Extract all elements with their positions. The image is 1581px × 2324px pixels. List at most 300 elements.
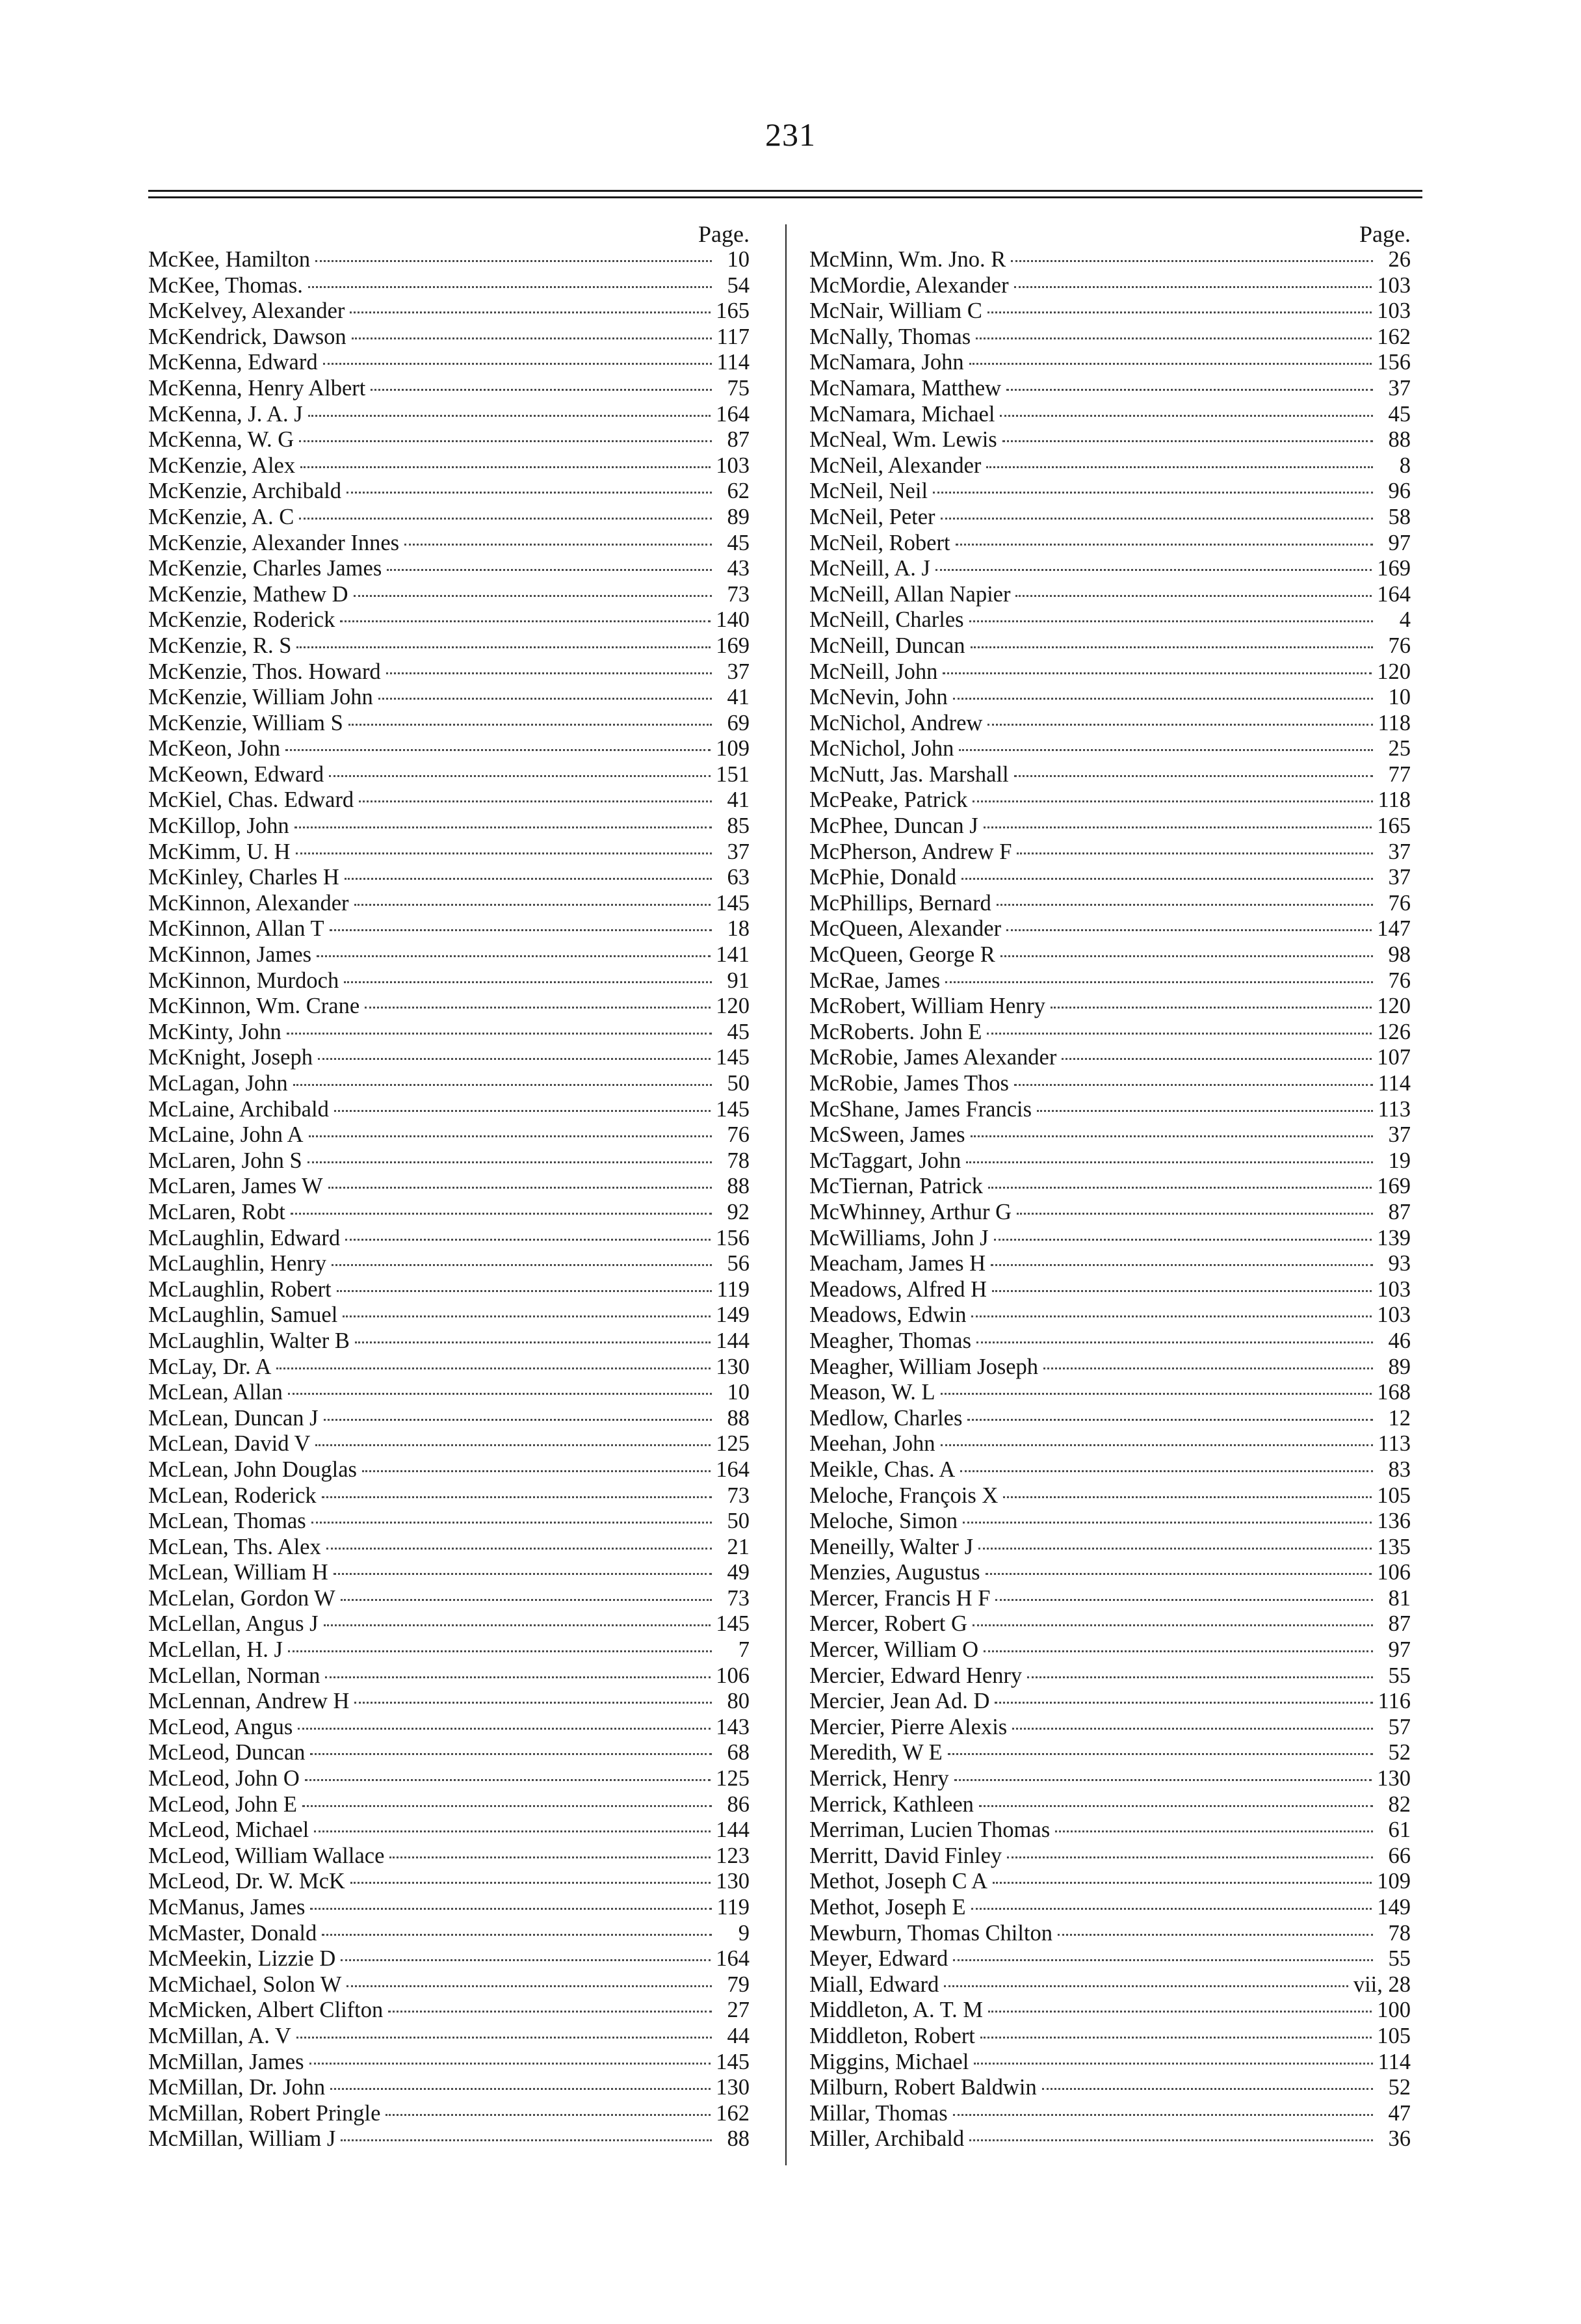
entry-page-number: 37 <box>1388 1122 1411 1148</box>
dot-leader <box>992 1290 1372 1292</box>
index-entry <box>809 427 1411 453</box>
entry-name: McKenna, Edward <box>148 350 318 375</box>
index-entry <box>809 1328 1411 1354</box>
index-entry <box>148 247 750 273</box>
entry-page-number: 68 <box>727 1740 750 1765</box>
index-entry <box>809 1766 1411 1792</box>
entry-name: McNevin, John <box>809 685 948 710</box>
dot-leader <box>1006 389 1373 391</box>
entry-name: McKeown, Edward <box>148 761 324 787</box>
entry-page-number: 156 <box>716 1225 750 1250</box>
top-rule-double <box>148 196 1422 198</box>
index-entry <box>148 1020 750 1046</box>
entry-page-number: 103 <box>1377 272 1411 298</box>
dot-leader <box>976 337 1372 339</box>
entry-page-number: 143 <box>716 1714 750 1739</box>
index-entry <box>148 479 750 505</box>
dot-leader <box>978 1548 1372 1550</box>
index-entry <box>809 1483 1411 1509</box>
dot-leader <box>296 852 712 854</box>
entry-name: Merriman, Lucien Thomas <box>809 1817 1051 1843</box>
index-entry <box>809 1792 1411 1818</box>
index-entry <box>809 1843 1411 1869</box>
entry-page-number: 37 <box>1388 865 1411 890</box>
entry-name: McKenzie, Roderick <box>148 607 335 633</box>
entry-page-number: 118 <box>1378 710 1411 735</box>
index-entry <box>809 1045 1411 1071</box>
index-entry <box>809 1071 1411 1097</box>
entry-name: McPherson, Andrew F <box>809 839 1012 864</box>
entry-page-number: 116 <box>1378 1689 1411 1714</box>
entry-page-number: 145 <box>716 890 750 916</box>
index-entry <box>809 531 1411 557</box>
dot-leader <box>988 1187 1372 1189</box>
entry-name: Meredith, W E <box>809 1740 943 1765</box>
dot-leader <box>941 1393 1372 1395</box>
entry-list <box>148 247 750 2152</box>
entry-name: McKinnon, Wm. Crane <box>148 994 360 1019</box>
dot-leader <box>986 1573 1372 1575</box>
dot-leader <box>976 1341 1373 1343</box>
entry-page-number: 144 <box>716 1817 750 1843</box>
entry-page-number: 66 <box>1388 1843 1411 1868</box>
entry-page-number: 162 <box>1377 324 1411 349</box>
entry-page-number: 169 <box>716 633 750 658</box>
entry-name: McMillan, James <box>148 2049 304 2074</box>
dot-leader <box>341 1599 712 1601</box>
dot-leader <box>969 620 1373 622</box>
entry-page-number: 130 <box>716 2075 750 2100</box>
index-entry <box>148 2126 750 2152</box>
entry-page-number: 103 <box>1377 298 1411 324</box>
index-entry <box>809 633 1411 659</box>
index-entry <box>809 711 1411 737</box>
dot-leader <box>288 1393 712 1395</box>
index-entry <box>809 582 1411 608</box>
entry-name: McKenzie, Thos. Howard <box>148 659 381 684</box>
entry-page-number: 109 <box>716 736 750 761</box>
entry-page-number: 96 <box>1388 479 1411 504</box>
index-entry <box>148 1509 750 1535</box>
dot-leader <box>330 929 712 931</box>
entry-page-number: 88 <box>727 2126 750 2152</box>
entry-page-number: 75 <box>727 375 750 401</box>
dot-leader <box>1000 415 1373 417</box>
entry-page-number: 114 <box>1378 1071 1411 1096</box>
dot-leader <box>956 544 1373 546</box>
index-entry <box>809 865 1411 891</box>
entry-page-number: 37 <box>727 839 750 864</box>
index-entry <box>809 659 1411 685</box>
entry-name: McRobert, William Henry <box>809 994 1046 1019</box>
entry-page-number: 145 <box>716 2049 750 2074</box>
entry-name: McTiernan, Patrick <box>809 1174 984 1199</box>
entry-name: McNutt, Jas. Marshall <box>809 761 1009 787</box>
entry-name: McLelan, Gordon W <box>148 1585 335 1611</box>
index-entry <box>148 1302 750 1328</box>
dot-leader <box>986 466 1373 468</box>
page-number: 231 <box>765 116 816 153</box>
entry-page-number: 98 <box>1388 942 1411 968</box>
entry-name: Meloche, François X <box>809 1483 999 1508</box>
entry-name: McLeod, Angus <box>148 1714 293 1739</box>
dot-leader <box>296 646 711 648</box>
index-entry <box>809 1586 1411 1612</box>
index-entry <box>809 1972 1411 1998</box>
entry-page-number: 10 <box>1388 685 1411 710</box>
index-entry <box>809 1302 1411 1328</box>
entry-name: McPhillips, Bernard <box>809 890 991 916</box>
entry-name: McLellan, Norman <box>148 1663 320 1688</box>
page-column-header: Page. <box>1359 221 1411 247</box>
dot-leader <box>315 260 712 262</box>
entry-name: McLaughlin, Samuel <box>148 1302 338 1328</box>
entry-page-number: 130 <box>716 1354 750 1379</box>
index-entry <box>148 1071 750 1097</box>
index-entry <box>148 942 750 968</box>
index-entry <box>809 479 1411 505</box>
entry-page-number: 169 <box>1377 556 1411 581</box>
index-entry <box>809 1431 1411 1457</box>
entry-page-number: 125 <box>716 1766 750 1791</box>
entry-page-number: 93 <box>1388 1251 1411 1276</box>
dot-leader <box>991 1264 1373 1266</box>
entry-page-number: 69 <box>727 710 750 735</box>
index-entry <box>809 1689 1411 1715</box>
top-rule <box>148 190 1422 192</box>
dot-leader <box>941 1444 1373 1446</box>
entry-page-number: 18 <box>727 916 750 942</box>
entry-name: McRobie, James Thos <box>809 1071 1009 1096</box>
index-entry <box>148 736 750 762</box>
entry-name: Mercer, Robert G <box>809 1611 967 1637</box>
entry-page-number: 78 <box>727 1148 750 1173</box>
dot-leader <box>935 569 1372 571</box>
entry-name: McQueen, George R <box>809 942 995 968</box>
dot-leader <box>296 2037 712 2039</box>
entry-name: Millar, Thomas <box>809 2100 948 2126</box>
dot-leader <box>346 1985 712 1987</box>
dot-leader <box>314 1830 711 1832</box>
entry-name: McLaine, John A <box>148 1122 304 1148</box>
page-column-header: Page. <box>698 221 750 247</box>
dot-leader <box>311 1522 712 1524</box>
index-entry <box>148 1535 750 1561</box>
index-entry <box>809 453 1411 479</box>
entry-name: McKenzie, Archibald <box>148 479 341 504</box>
dot-leader <box>354 595 712 597</box>
entry-name: McNeill, Allan Napier <box>809 581 1011 607</box>
entry-name: McPhie, Donald <box>809 865 957 890</box>
index-entry <box>148 1148 750 1174</box>
entry-page-number: 119 <box>716 1276 750 1302</box>
dot-leader <box>1017 1213 1373 1215</box>
index-entry <box>148 1457 750 1483</box>
dot-leader <box>348 724 712 726</box>
index-entry <box>148 1277 750 1303</box>
entry-name: McMillan, Robert Pringle <box>148 2100 381 2126</box>
entry-page-number: 113 <box>1378 1431 1411 1457</box>
dot-leader <box>969 2139 1373 2141</box>
entry-page-number: 113 <box>1378 1096 1411 1122</box>
dot-leader <box>341 2139 712 2141</box>
index-entry <box>809 2126 1411 2152</box>
entry-name: McLean, Ths. Alex <box>148 1534 321 1559</box>
dot-leader <box>293 1084 712 1086</box>
dot-leader <box>994 1239 1372 1241</box>
index-entry <box>809 1921 1411 1947</box>
dot-leader <box>359 800 712 802</box>
entry-page-number: 81 <box>1388 1585 1411 1611</box>
dot-leader <box>945 981 1373 983</box>
index-entry <box>148 1380 750 1406</box>
dot-leader <box>971 1135 1373 1137</box>
entry-name: McKenna, W. G <box>148 427 294 453</box>
dot-leader <box>276 1367 711 1369</box>
entry-name: McRae, James <box>809 968 941 993</box>
dot-leader <box>332 1264 712 1266</box>
dot-leader <box>329 775 711 777</box>
index-entry <box>148 1354 750 1380</box>
entry-name: McKeon, John <box>148 736 281 761</box>
entry-page-number: 147 <box>1377 916 1411 942</box>
dot-leader <box>385 2114 711 2116</box>
dot-leader <box>378 698 712 700</box>
entry-name: McKee, Thomas. <box>148 272 303 298</box>
entry-name: McKenzie, Charles James <box>148 556 382 581</box>
entry-name: Meagher, Thomas <box>809 1328 971 1353</box>
index-entry <box>148 1921 750 1947</box>
index-entry <box>148 1406 750 1432</box>
index-entry <box>809 839 1411 865</box>
dot-leader <box>345 1239 711 1241</box>
dot-leader <box>966 1161 1373 1163</box>
entry-name: McMaster, Donald <box>148 1920 317 1946</box>
index-entry <box>809 298 1411 324</box>
dot-leader <box>960 1470 1373 1472</box>
entry-page-number: 87 <box>727 427 750 453</box>
dot-leader <box>1058 1934 1373 1936</box>
entry-name: McLaughlin, Walter B <box>148 1328 350 1353</box>
index-entry <box>809 556 1411 582</box>
dot-leader <box>1027 1676 1373 1678</box>
entry-name: Merrick, Henry <box>809 1766 949 1791</box>
dot-leader <box>979 1805 1373 1807</box>
entry-page-number: 10 <box>727 1380 750 1405</box>
index-entry <box>809 1097 1411 1123</box>
index-entry <box>148 813 750 839</box>
index-entry <box>148 1560 750 1586</box>
entry-name: McNichol, Andrew <box>809 710 983 735</box>
entry-page-number: 46 <box>1388 1328 1411 1353</box>
entry-page-number: 54 <box>727 272 750 298</box>
index-entry <box>809 1174 1411 1200</box>
entry-name: McKenzie, Alex <box>148 453 296 478</box>
entry-page-number: 36 <box>1388 2126 1411 2152</box>
dot-leader <box>1000 955 1373 957</box>
dot-leader <box>341 1959 711 1961</box>
entry-name: McLean, David V <box>148 1431 311 1457</box>
dot-leader <box>307 1161 712 1163</box>
index-entry <box>148 1663 750 1689</box>
index-entry <box>809 968 1411 994</box>
dot-leader <box>404 544 712 546</box>
entry-page-number: 114 <box>1378 2049 1411 2074</box>
dot-leader <box>953 698 1373 700</box>
entry-page-number: 45 <box>727 530 750 555</box>
index-entry <box>809 813 1411 839</box>
dot-leader <box>310 1908 711 1910</box>
index-entry <box>148 1122 750 1148</box>
entry-name: McLean, Duncan J <box>148 1405 319 1431</box>
entry-name: McLaughlin, Henry <box>148 1251 327 1276</box>
dot-leader <box>333 1573 712 1575</box>
entry-page-number: 135 <box>1377 1534 1411 1559</box>
entry-page-number: 144 <box>716 1328 750 1353</box>
entry-name: McLellan, Angus J <box>148 1611 319 1637</box>
entry-name: Meacham, James H <box>809 1251 986 1276</box>
index-entry <box>809 1200 1411 1226</box>
entry-name: McMillan, Dr. John <box>148 2075 326 2100</box>
dot-leader <box>1014 286 1372 288</box>
dot-leader <box>337 1290 712 1292</box>
index-entry <box>148 1972 750 1998</box>
entry-page-number: 26 <box>1388 247 1411 272</box>
index-entry <box>809 1354 1411 1380</box>
index-entry <box>148 1226 750 1252</box>
dot-leader <box>334 1110 711 1112</box>
dot-leader <box>987 1033 1372 1035</box>
entry-page-number: 76 <box>1388 968 1411 993</box>
index-entry <box>148 376 750 402</box>
entry-page-number: 164 <box>1377 581 1411 607</box>
entry-name: McMillan, William J <box>148 2126 336 2152</box>
index-entry <box>809 1663 1411 1689</box>
entry-name: McLeod, Michael <box>148 1817 309 1843</box>
index-entry <box>148 787 750 813</box>
dot-leader <box>941 518 1373 520</box>
dot-leader <box>1051 1007 1372 1009</box>
index-entry <box>809 685 1411 711</box>
dot-leader <box>354 1702 712 1704</box>
entry-page-number: 156 <box>1377 350 1411 375</box>
entry-name: Meneilly, Walter J <box>809 1534 974 1559</box>
index-entry <box>148 865 750 891</box>
dot-leader <box>345 878 712 880</box>
dot-leader <box>298 1728 711 1730</box>
entry-name: McLaren, John S <box>148 1148 302 1173</box>
entry-page-number: 139 <box>1377 1225 1411 1250</box>
entry-page-number: 91 <box>727 968 750 993</box>
entry-page-number: 79 <box>727 1972 750 1997</box>
entry-name: McLay, Dr. A <box>148 1354 272 1379</box>
index-entry <box>809 1998 1411 2024</box>
entry-page-number: 88 <box>727 1174 750 1199</box>
dot-leader <box>309 2063 711 2065</box>
dot-leader <box>324 1419 712 1421</box>
index-entry <box>809 1277 1411 1303</box>
index-entry <box>148 685 750 711</box>
index-entry <box>148 1843 750 1869</box>
dot-leader <box>322 1934 712 1936</box>
entry-page-number: 41 <box>727 787 750 813</box>
dot-leader <box>993 1882 1372 1884</box>
entry-name: Miall, Edward <box>809 1972 939 1997</box>
entry-name: McManus, James <box>148 1895 306 1920</box>
entry-name: McLaine, Archibald <box>148 1096 329 1122</box>
entry-name: Merrick, Kathleen <box>809 1791 974 1817</box>
index-entry <box>148 968 750 994</box>
entry-page-number: 61 <box>1388 1817 1411 1843</box>
entry-name: McLean, John Douglas <box>148 1457 357 1482</box>
dot-leader <box>325 1676 711 1678</box>
index-entry <box>809 402 1411 428</box>
dot-leader <box>299 440 712 442</box>
index-entry <box>809 2101 1411 2127</box>
entry-page-number: 120 <box>716 994 750 1019</box>
entry-name: McLeod, John E <box>148 1791 298 1817</box>
index-entry <box>148 1715 750 1741</box>
column-divider <box>785 224 787 2165</box>
entry-page-number: 97 <box>1388 530 1411 555</box>
entry-page-number: 107 <box>1377 1045 1411 1070</box>
dot-leader <box>988 2011 1372 2013</box>
dot-leader <box>362 1470 711 1472</box>
index-entry <box>809 350 1411 376</box>
index-entry <box>809 1251 1411 1277</box>
entry-name: McLagan, John <box>148 1071 288 1096</box>
dot-leader <box>350 1882 711 1884</box>
index-entry <box>809 273 1411 299</box>
dot-leader <box>984 1650 1373 1652</box>
entry-page-number: 19 <box>1388 1148 1411 1173</box>
entry-page-number: 140 <box>716 607 750 633</box>
entry-page-number: 55 <box>1388 1946 1411 1972</box>
entry-name: McLellan, H. J <box>148 1637 283 1663</box>
index-entry <box>148 1097 750 1123</box>
entry-page-number: 41 <box>727 685 750 710</box>
entry-page-number: 164 <box>716 401 750 427</box>
entry-page-number: 149 <box>1377 1895 1411 1920</box>
entry-page-number: 9 <box>738 1920 750 1946</box>
index-entry <box>809 1817 1411 1843</box>
index-entry <box>148 2024 750 2050</box>
entry-name: McTaggart, John <box>809 1148 961 1173</box>
dot-leader <box>997 904 1373 906</box>
index-entry <box>148 2101 750 2127</box>
entry-page-number: 76 <box>1388 890 1411 916</box>
entry-name: McNeill, John <box>809 659 938 684</box>
index-entry <box>148 582 750 608</box>
index-entry <box>148 2075 750 2101</box>
entry-page-number: 130 <box>1377 1766 1411 1791</box>
entry-page-number: 97 <box>1388 1637 1411 1663</box>
entry-page-number: 49 <box>727 1560 750 1585</box>
dot-leader <box>944 1985 1348 1987</box>
entry-page-number: 105 <box>1377 1483 1411 1508</box>
index-entry <box>148 1766 750 1792</box>
entry-name: McKenzie, Alexander Innes <box>148 530 400 555</box>
index-entry <box>148 505 750 531</box>
entry-name: McNeil, Alexander <box>809 453 982 478</box>
entry-page-number: 47 <box>1388 2100 1411 2126</box>
dot-leader <box>305 1779 711 1781</box>
dot-leader <box>1006 929 1372 931</box>
dot-leader <box>961 878 1373 880</box>
index-entry <box>148 298 750 324</box>
index-entry <box>809 916 1411 942</box>
dot-leader <box>324 1624 711 1626</box>
